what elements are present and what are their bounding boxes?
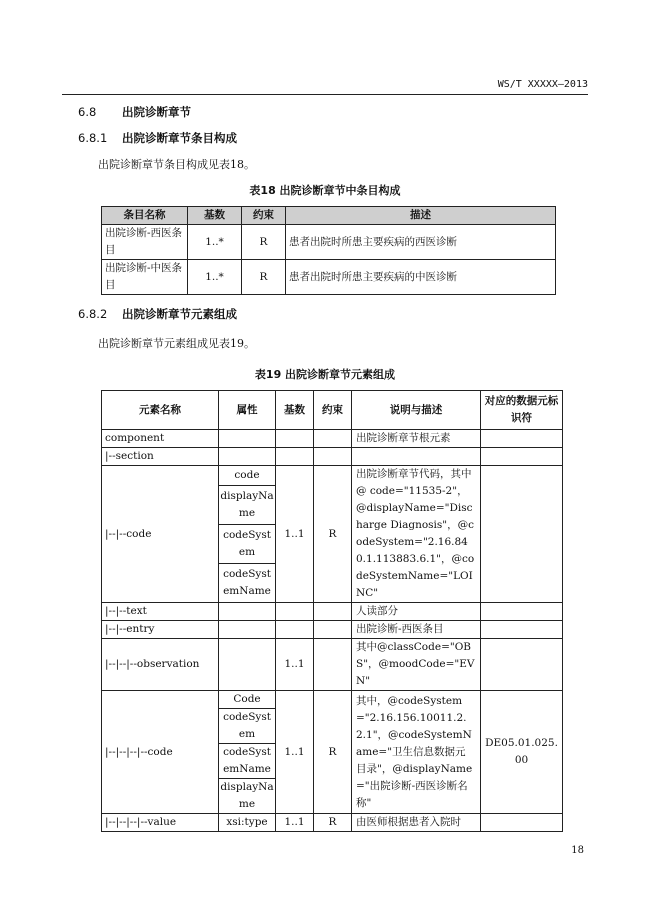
table-row	[102, 639, 563, 691]
attribute: displayName	[219, 486, 276, 525]
empty-cell	[219, 639, 276, 691]
element-description: 出院诊断章节根元素	[352, 430, 481, 448]
page-number: 18	[571, 845, 584, 856]
table18-header-row	[102, 207, 556, 225]
empty-cell	[314, 603, 352, 621]
table-19	[101, 390, 563, 832]
empty-cell	[314, 639, 352, 691]
element-description: 出院诊断章节代码，其中@ code="11535-2"，@displayName="Discharge Diagnosis"，@codeSystem="2.16.840.1.113883.6.1"，@codeSystemName="LOINC"	[352, 466, 481, 603]
subsection-title-2: 出院诊断章节元素组成	[122, 307, 237, 321]
cardinality: 1..1	[276, 466, 314, 603]
section-number: 6.8	[78, 105, 97, 119]
attribute: displayName	[219, 779, 276, 814]
cardinality: 1..1	[276, 691, 314, 814]
empty-cell	[481, 814, 563, 832]
table19-header-cell: 基数	[276, 391, 314, 430]
element-description: 人读部分	[352, 603, 481, 621]
paragraph-2: 出院诊断章节元素组成见表19。	[98, 337, 255, 350]
table19-caption: 表19 出院诊断章节元素组成	[254, 368, 396, 381]
table18-header-cell: 描述	[286, 207, 556, 225]
entry-name: 出院诊断-西医条目	[102, 225, 188, 260]
table19-header-cell: 元素名称	[102, 391, 219, 430]
attribute: code	[219, 466, 276, 486]
element-name: |--|--entry	[102, 621, 219, 639]
empty-cell	[276, 430, 314, 448]
table-row	[102, 448, 563, 466]
table-row	[102, 260, 556, 295]
table-row	[102, 430, 563, 448]
entry-name: 出院诊断-中医条目	[102, 260, 188, 295]
empty-cell	[481, 621, 563, 639]
header-rule	[62, 94, 588, 95]
element-description: 出院诊断-西医条目	[352, 621, 481, 639]
element-name: |--|--code	[102, 466, 219, 603]
table-row	[102, 814, 563, 832]
empty-cell	[481, 466, 563, 603]
table-18	[101, 206, 556, 295]
table-row	[102, 691, 563, 709]
table18-header-cell: 约束	[242, 207, 286, 225]
empty-cell	[481, 448, 563, 466]
table19-header-row	[102, 391, 563, 430]
empty-cell	[481, 430, 563, 448]
attribute: xsi:type	[219, 814, 276, 832]
element-name: |--|--|--|--code	[102, 691, 219, 814]
table18-header-cell: 条目名称	[102, 207, 188, 225]
table18-header-cell: 基数	[188, 207, 242, 225]
element-description: 由医师根据患者入院时	[352, 814, 481, 832]
constraint: R	[242, 225, 286, 260]
entry-description: 患者出院时所患主要疾病的中医诊断	[286, 260, 556, 295]
element-name: |--section	[102, 448, 219, 466]
subsection-heading-1	[78, 130, 237, 146]
empty-cell	[276, 448, 314, 466]
attribute: Code	[219, 691, 276, 709]
empty-cell	[352, 448, 481, 466]
empty-cell	[219, 448, 276, 466]
table-row	[102, 603, 563, 621]
cardinality: 1..*	[188, 260, 242, 295]
element-description: 其中@classCode="OBS"，@moodCode="EVN"	[352, 639, 481, 691]
attribute: codeSystem	[219, 709, 276, 744]
empty-cell	[276, 621, 314, 639]
section-title: 出院诊断章节	[122, 105, 191, 119]
data-element-id: DE05.01.025.00	[481, 691, 563, 814]
table-row	[102, 225, 556, 260]
table-row	[102, 621, 563, 639]
element-description: 其中，@codeSystem="2.16.156.10011.2.2.1"，@codeSystemName="卫生信息数据元目录"，@displayName="出院诊断-西医诊断名称"	[352, 691, 481, 814]
empty-cell	[314, 430, 352, 448]
document-code: WS/T XXXXX—2013	[497, 79, 588, 90]
element-name: |--|--|--|--value	[102, 814, 219, 832]
empty-cell	[276, 603, 314, 621]
entry-description: 患者出院时所患主要疾病的西医诊断	[286, 225, 556, 260]
attribute: codeSystemName	[219, 744, 276, 779]
attribute: codeSystem	[219, 525, 276, 564]
constraint: R	[314, 691, 352, 814]
table19-header-cell: 说明与描述	[352, 391, 481, 430]
empty-cell	[481, 639, 563, 691]
empty-cell	[219, 603, 276, 621]
cardinality: 1..1	[276, 639, 314, 691]
empty-cell	[481, 603, 563, 621]
empty-cell	[314, 448, 352, 466]
table19-header-cell: 属性	[219, 391, 276, 430]
table19-header-cell: 约束	[314, 391, 352, 430]
constraint: R	[314, 814, 352, 832]
table19-header-cell: 对应的数据元标识符	[481, 391, 563, 430]
section-heading	[78, 104, 191, 120]
cardinality: 1..*	[188, 225, 242, 260]
cardinality: 1..1	[276, 814, 314, 832]
empty-cell	[314, 621, 352, 639]
table18-caption: 表18 出院诊断章节中条目构成	[249, 184, 401, 197]
element-name: component	[102, 430, 219, 448]
empty-cell	[219, 430, 276, 448]
attribute: codeSystemName	[219, 563, 276, 602]
subsection-number-1: 6.8.1	[78, 131, 108, 145]
table-row	[102, 466, 563, 486]
subsection-title-1: 出院诊断章节条目构成	[122, 131, 237, 145]
subsection-heading-2	[78, 306, 237, 322]
constraint: R	[314, 466, 352, 603]
paragraph-1: 出院诊断章节条目构成见表18。	[98, 158, 255, 171]
constraint: R	[242, 260, 286, 295]
empty-cell	[219, 621, 276, 639]
element-name: |--|--|--observation	[102, 639, 219, 691]
subsection-number-2: 6.8.2	[78, 307, 108, 321]
element-name: |--|--text	[102, 603, 219, 621]
